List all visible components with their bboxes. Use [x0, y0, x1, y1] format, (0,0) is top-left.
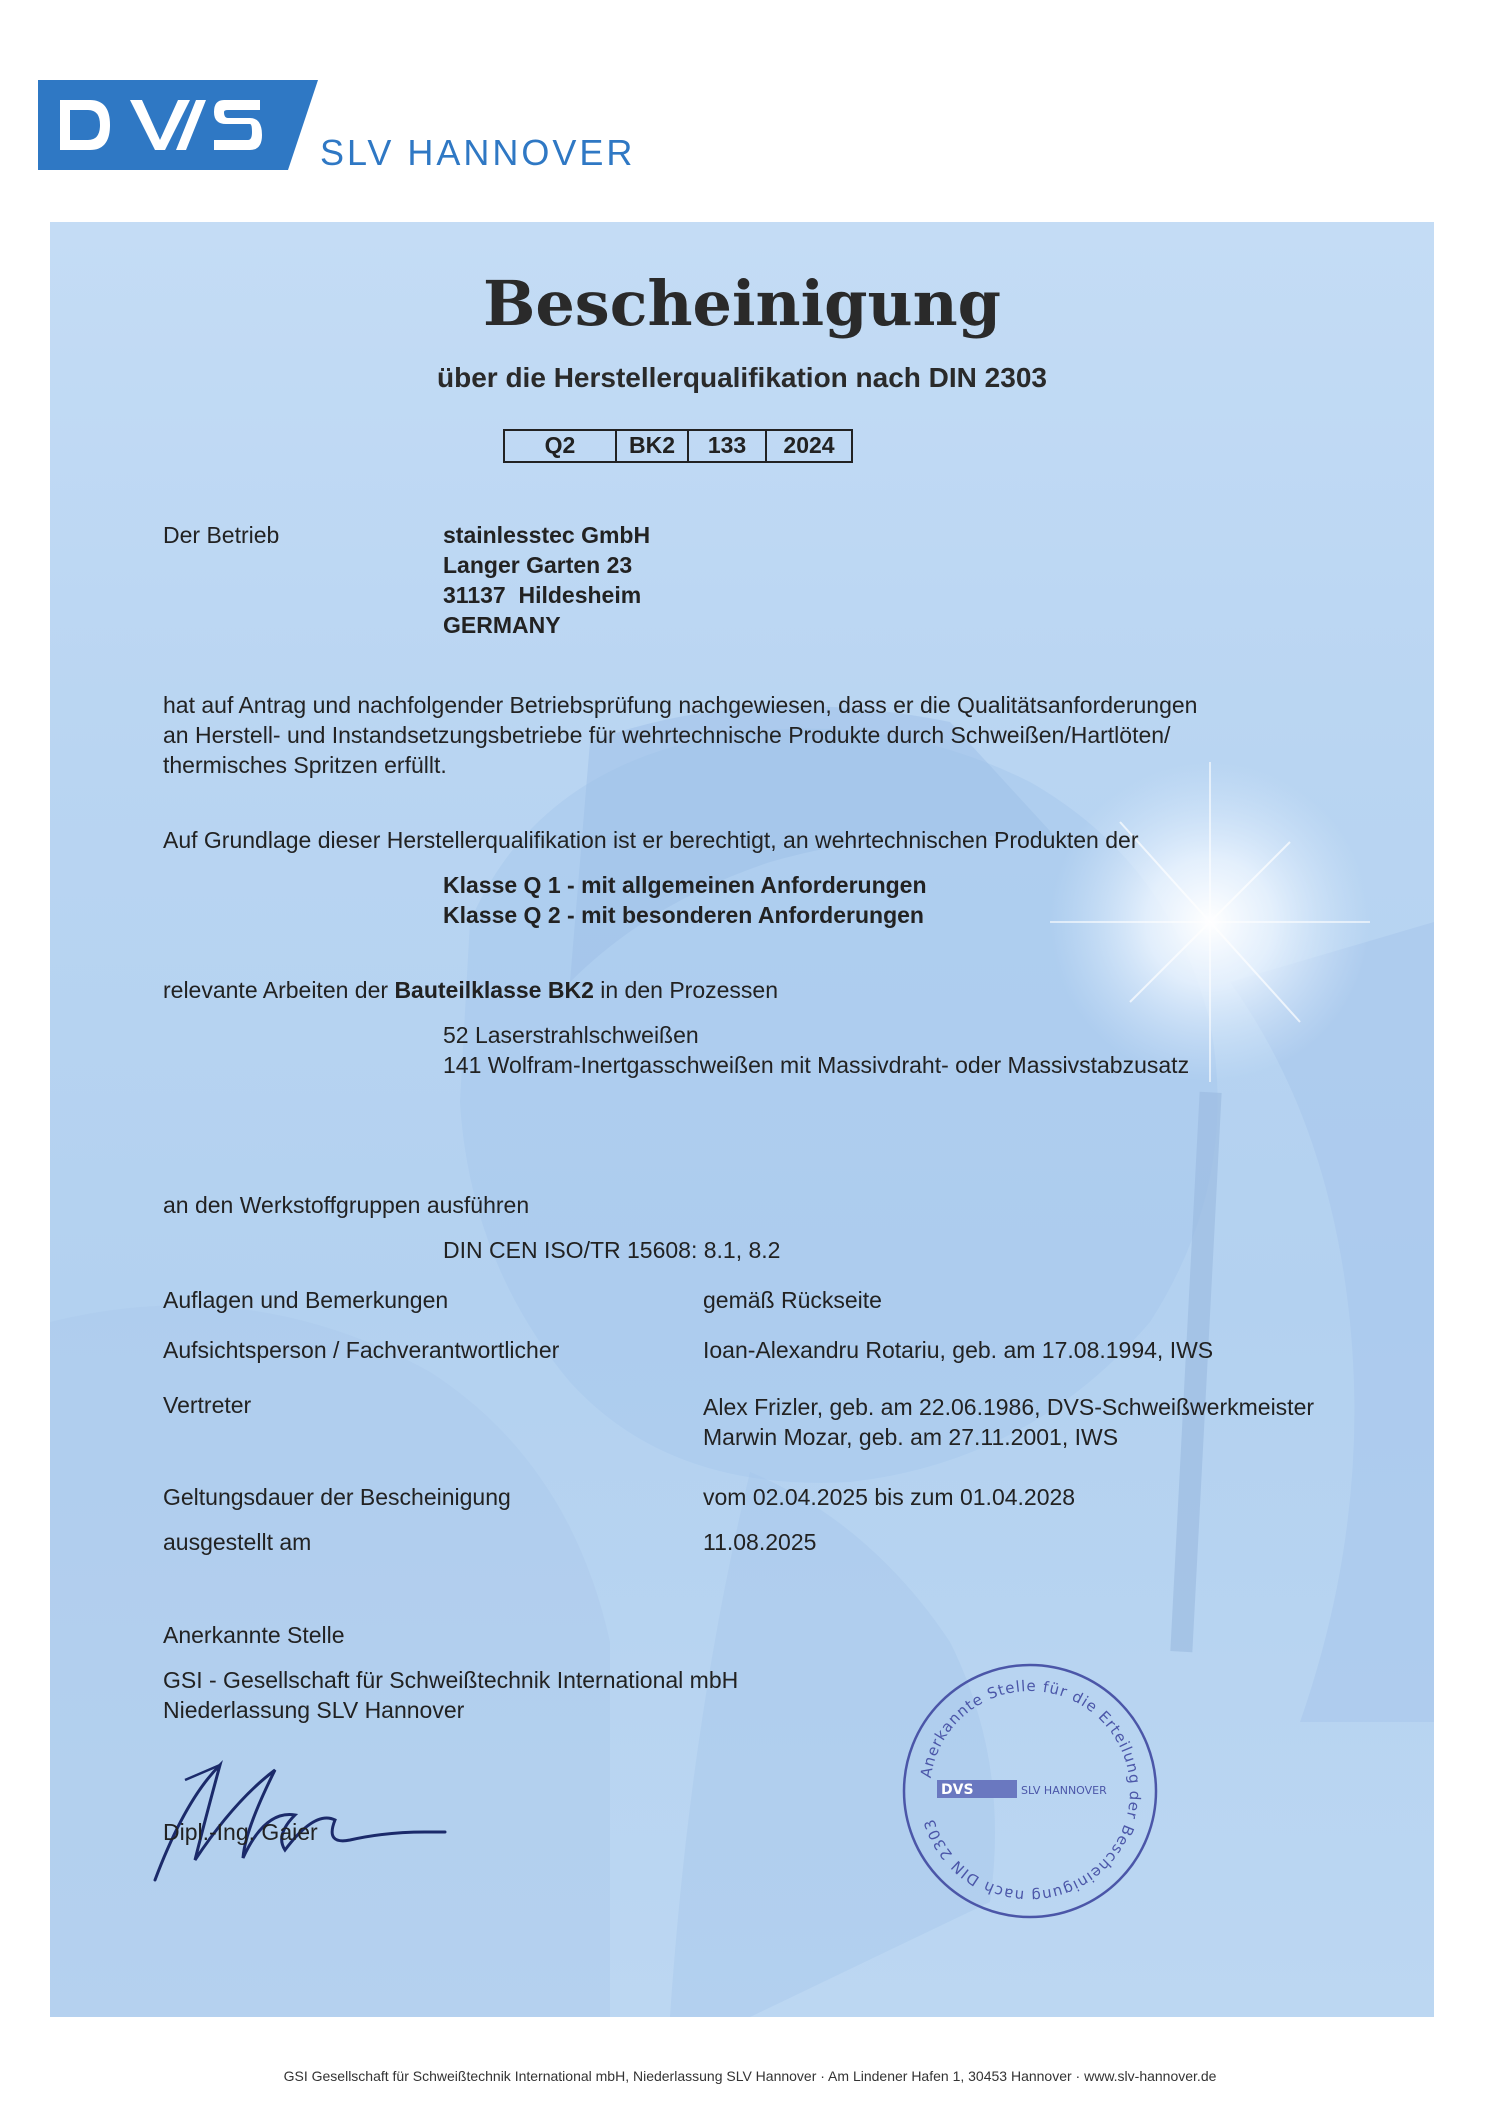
para3-post: in den Prozessen [593, 977, 778, 1003]
handwritten-signature [125, 1740, 465, 1890]
signer-name: Dipl.-Ing. Gaier [163, 1819, 318, 1845]
document-subtitle: über die Herstellerqualifikation nach DIN 2303 [437, 362, 1047, 393]
cert-number-cell: 133 [689, 431, 767, 461]
auflagen-value: gemäß Rückseite [703, 1287, 882, 1313]
vertreter-label: Vertreter [163, 1392, 252, 1418]
organisation-branch: Niederlassung SLV Hannover [163, 1697, 465, 1723]
paragraph-line: hat auf Antrag und nachfolgender Betriebsprüfung nachgewiesen, dass er die Qualitätsanforderungen [163, 692, 1198, 718]
company-country: GERMANY [443, 612, 561, 638]
dvs-logo-mark [38, 80, 318, 170]
aufsicht-label: Aufsichtsperson / Fachverantwortlicher [163, 1337, 560, 1363]
material-groups: DIN CEN ISO/TR 15608: 8.1, 8.2 [443, 1237, 781, 1263]
paragraph-line: an Herstell- und Instandsetzungsbetriebe für wehrtechnische Produkte durch Schweißen/Hartlöten/ [163, 722, 1171, 748]
company-name: stainlesstec GmbH [443, 522, 651, 548]
cert-number-cell: BK2 [617, 431, 689, 461]
class-q2: Klasse Q 2 - mit besonderen Anforderungen [443, 902, 924, 928]
class-q1: Klasse Q 1 - mit allgemeinen Anforderungen [443, 872, 927, 898]
paragraph-line: Auf Grundlage dieser Herstellerqualifikation ist er berechtigt, an wehrtechnischen Produkten der [163, 827, 1139, 853]
paragraph-line: thermisches Spritzen erfüllt. [163, 752, 447, 778]
organisation-name: GSI - Gesellschaft für Schweißtechnik International mbH [163, 1667, 739, 1693]
footer-address: GSI Gesellschaft für Schweißtechnik International mbH, Niederlassung SLV Hannover · Am Lindener Hafen 1, 30453 Hannover · www.slv-hannover.de [283, 2068, 1217, 2084]
dvs-logo [38, 80, 658, 173]
cert-number-cell: 2024 [783, 432, 835, 458]
document-title: Bescheinigung [482, 267, 1002, 340]
company-street: Langer Garten 23 [443, 552, 633, 578]
para3-pre: relevante Arbeiten der [163, 977, 395, 1003]
geltung-value: vom 02.04.2025 bis zum 01.04.2028 [703, 1484, 1076, 1510]
official-stamp [899, 1660, 1161, 1922]
paragraph-line: an den Werkstoffgruppen ausführen [163, 1192, 530, 1218]
certificate-panel [50, 222, 1434, 2017]
cert-number-cell: Q2 [505, 431, 617, 461]
stamp-inner-text: SLV HANNOVER [1021, 1784, 1107, 1797]
stamp-circle-text: Anerkannte Stelle für die Erteilung der Bescheinigung nach DIN 2303 [916, 1676, 1145, 1906]
company-city: 31137 Hildesheim [443, 582, 642, 608]
betrieb-label: Der Betrieb [163, 522, 280, 548]
process-item: 52 Laserstrahlschweißen [443, 1022, 699, 1048]
paragraph-bauteilklasse [163, 975, 778, 1005]
vertreter-value: Marwin Mozar, geb. am 27.11.2001, IWS [703, 1424, 1119, 1450]
certificate-number [503, 429, 853, 463]
auflagen-label: Auflagen und Bemerkungen [163, 1287, 449, 1313]
svg-text:DVS: DVS [941, 1782, 974, 1798]
geltung-label: Geltungsdauer der Bescheinigung [163, 1484, 511, 1510]
process-item: 141 Wolfram-Inertgasschweißen mit Massivdraht- oder Massivstabzusatz [443, 1052, 1190, 1078]
vertreter-value: Alex Frizler, geb. am 22.06.1986, DVS-Schweißwerkmeister [703, 1394, 1315, 1420]
aufsicht-value: Ioan-Alexandru Rotariu, geb. am 17.08.1994, IWS [703, 1337, 1214, 1363]
para3-bold: Bauteilklasse BK2 [394, 977, 594, 1003]
logo-text: SLV HANNOVER [320, 132, 636, 173]
anerkannte-label: Anerkannte Stelle [163, 1622, 345, 1648]
ausgestellt-value: 11.08.2025 [703, 1529, 817, 1555]
ausgestellt-label: ausgestellt am [163, 1529, 312, 1555]
certificate-content [50, 222, 1434, 2017]
